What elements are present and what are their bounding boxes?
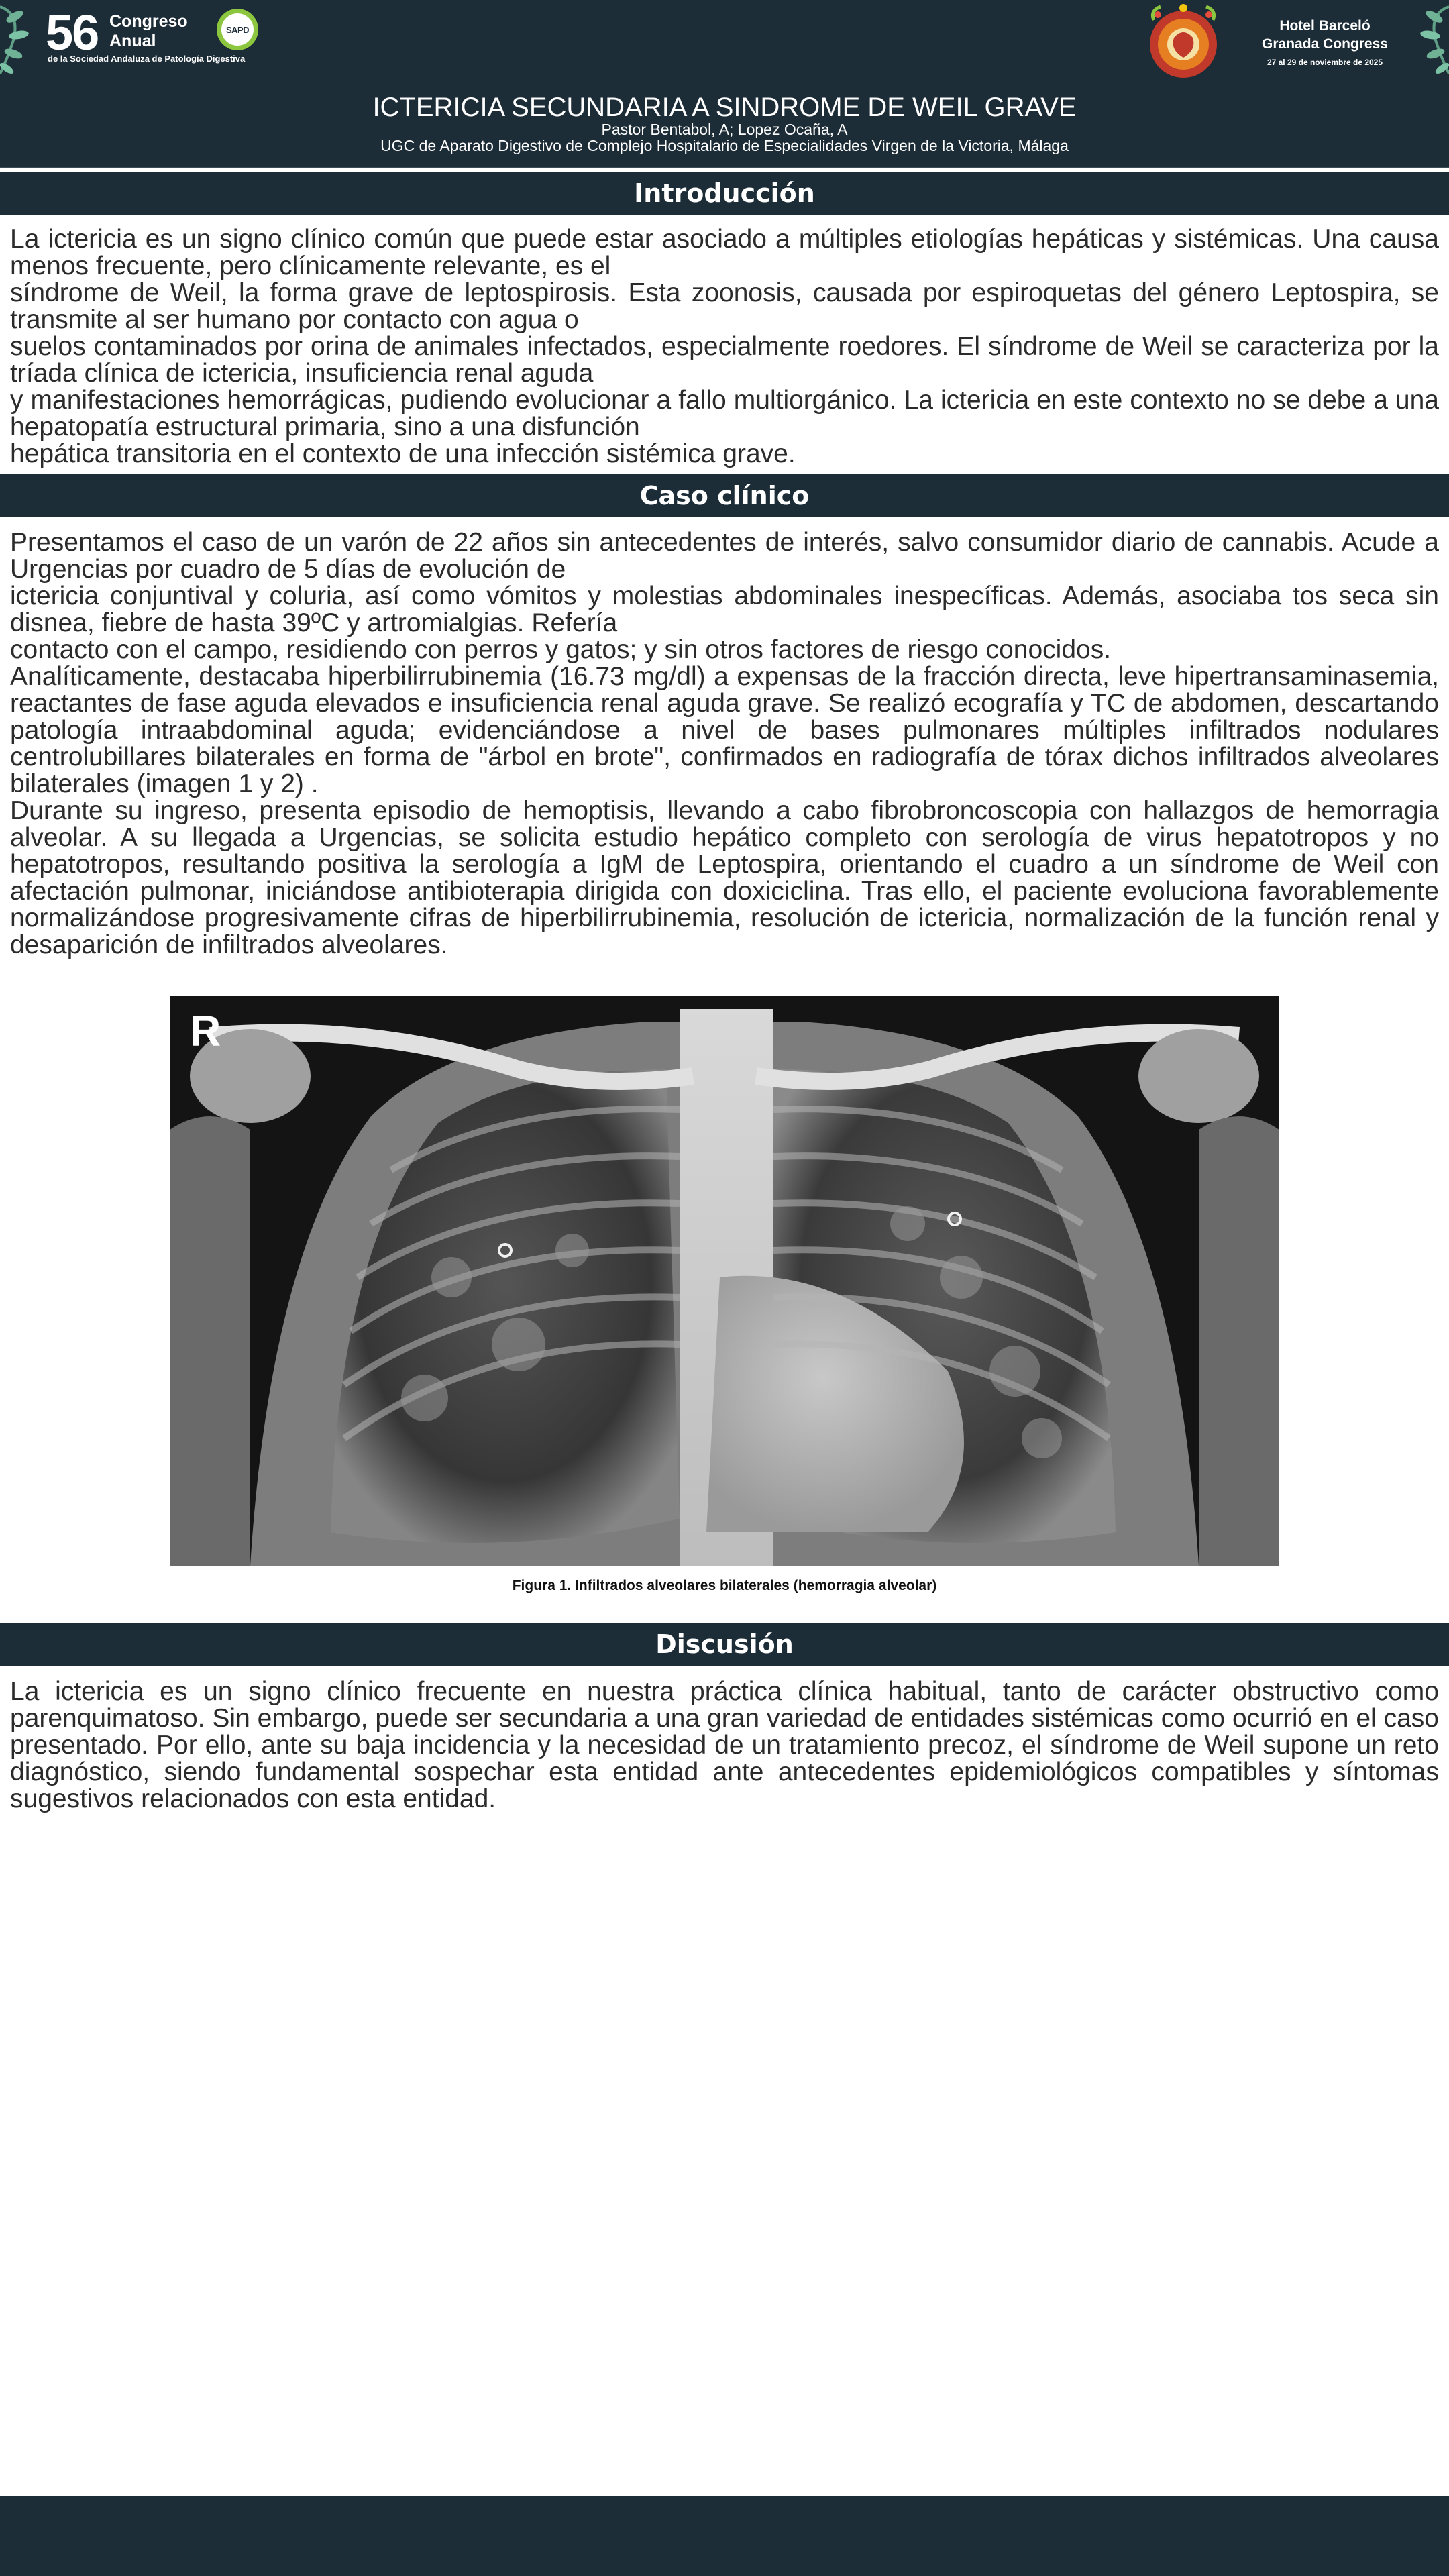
poster-footer bbox=[0, 2496, 1449, 2576]
intro-text bbox=[10, 226, 1439, 468]
poster-header bbox=[0, 0, 1449, 168]
intro-paragraph: síndrome de Weil, la forma grave de leptospirosis. Esta zoonosis, causada por espiroquetas del género Leptospira, se transmite al ser humano por contacto con agua o bbox=[10, 278, 1439, 334]
poster-title: ICTERICIA SECUNDARIA A SINDROME DE WEIL GRAVE bbox=[372, 93, 1077, 122]
poster-affiliation: UGC de Aparato Digestivo de Complejo Hospitalario de Especialidades Virgen de la Victoria, Málaga bbox=[380, 137, 1069, 154]
chest-xray-graphic bbox=[170, 996, 1279, 1566]
case-paragraph: ictericia conjuntival y coluria, así como vómitos y molestias abdominales inespecíficas. Además, asociaba tos seca sin disnea, fiebre de hasta 39ºC y artromialgias. Refería bbox=[10, 582, 1439, 637]
venue-block bbox=[1248, 17, 1402, 67]
case-paragraph: Presentamos el caso de un varón de 22 años sin antecedentes de interés, salvo consumidor diario de cannabis. Acude a Urgencias por cuadro de 5 días de evolución de bbox=[10, 528, 1439, 584]
society-logo-text: SAPD bbox=[221, 13, 254, 46]
congress-number: 56 bbox=[46, 5, 99, 60]
case-text bbox=[10, 529, 1439, 959]
section-heading-discussion: Discusión bbox=[0, 1623, 1449, 1666]
figure-caption: Figura 1. Infiltrados alveolares bilaterales (hemorragia alveolar) bbox=[512, 1578, 937, 1593]
intro-paragraph: y manifestaciones hemorrágicas, pudiendo evolucionar a fallo multiorgánico. La ictericia en este contexto no se debe a una hepatopatía estructural primaria, sino a una disfunción bbox=[10, 386, 1439, 441]
congress-word bbox=[109, 12, 188, 51]
leaf-decoration-right-icon bbox=[1409, 0, 1449, 80]
xray-side-marker: R bbox=[190, 1007, 221, 1055]
congress-word-2: Anual bbox=[109, 32, 156, 50]
intro-paragraph: La ictericia es un signo clínico común que puede estar asociado a múltiples etiologías hepáticas y sistémicas. Una causa menos frecuente, pero clínicamente relevante, es el bbox=[10, 225, 1439, 280]
venue-line-1: Hotel Barceló bbox=[1279, 18, 1371, 34]
case-paragraph: contacto con el campo, residiendo con perros y gatos; y sin otros factores de riesgo conocidos. bbox=[10, 635, 1112, 664]
society-logo bbox=[217, 9, 258, 50]
discussion-text bbox=[10, 1678, 1439, 1813]
congress-subtitle: de la Sociedad Andaluza de Patología Digestiva bbox=[48, 54, 246, 64]
section-heading-case: Caso clínico bbox=[0, 474, 1449, 517]
intro-paragraph: hepática transitoria en el contexto de una infección sistémica grave. bbox=[10, 439, 796, 468]
discussion-paragraph: La ictericia es un signo clínico frecuente en nuestra práctica clínica habitual, tanto de carácter obstructivo como parenquimatoso. Sin embargo, puede ser secundaria a una gran variedad de entidades sistémicas como ocurrió en el caso presentado. Por ello, ante su baja incidencia y la necesidad de un tratamiento precoz, el síndrome de Weil supone un reto diagnóstico, siendo fundamental sospechar esta entidad ante antecedentes epidemiológicos compatibles y síntomas sugestivos relacionados con esta entidad. bbox=[10, 1677, 1439, 1813]
congress-word-1: Congreso bbox=[109, 12, 188, 31]
poster-authors: Pastor Bentabol, A; Lopez Ocaña, A bbox=[601, 121, 848, 138]
congress-emblem-icon bbox=[1140, 0, 1228, 87]
header-divider bbox=[0, 167, 1449, 168]
intro-paragraph: suelos contaminados por orina de animales infectados, especialmente roedores. El síndrome de Weil se caracteriza por la tríada clínica de ictericia, insuficiencia renal aguda bbox=[10, 332, 1439, 388]
venue-line-2: Granada Congress bbox=[1262, 36, 1388, 52]
leaf-decoration-left-icon bbox=[0, 0, 40, 80]
venue-dates: 27 al 29 de noviembre de 2025 bbox=[1267, 58, 1383, 67]
chest-xray-image bbox=[170, 996, 1279, 1566]
case-paragraph: Durante su ingreso, presenta episodio de hemoptisis, llevando a cabo fibrobroncoscopia con hallazgos de hemorragia alveolar. A su llegada a Urgencias, se solicita estudio hepático completo con serología de virus hepatotropos y no hepatotropos, resultando positiva la serología a IgM de Leptospira, orientando el cuadro a un síndrome de Weil con afectación pulmonar, iniciándose antibioterapia dirigida con doxiciclina. Tras ello, el paciente evoluciona favorablemente normalizándose progresivamente cifras de hiperbilirrubinemia, resolución de ictericia, normalización de la función renal y desaparición de infiltrados alveolares. bbox=[10, 796, 1439, 959]
case-paragraph: Analíticamente, destacaba hiperbilirrubinemia (16.73 mg/dl) a expensas de la fracción directa, leve hipertransaminasemia, reactantes de fase aguda elevados e insuficiencia renal aguda grave. Se realizó ecografía y TC de abdomen, descartando patología intraabdominal aguda; evidenciándose a nivel de bases pulmonares múltiples infiltrados nodulares centrolubillares bilaterales en forma de "árbol en brote", confirmados en radiografía de tórax dichos infiltrados alveolares bilaterales (imagen 1 y 2) . bbox=[10, 662, 1439, 798]
section-heading-intro: Introducción bbox=[0, 172, 1449, 215]
